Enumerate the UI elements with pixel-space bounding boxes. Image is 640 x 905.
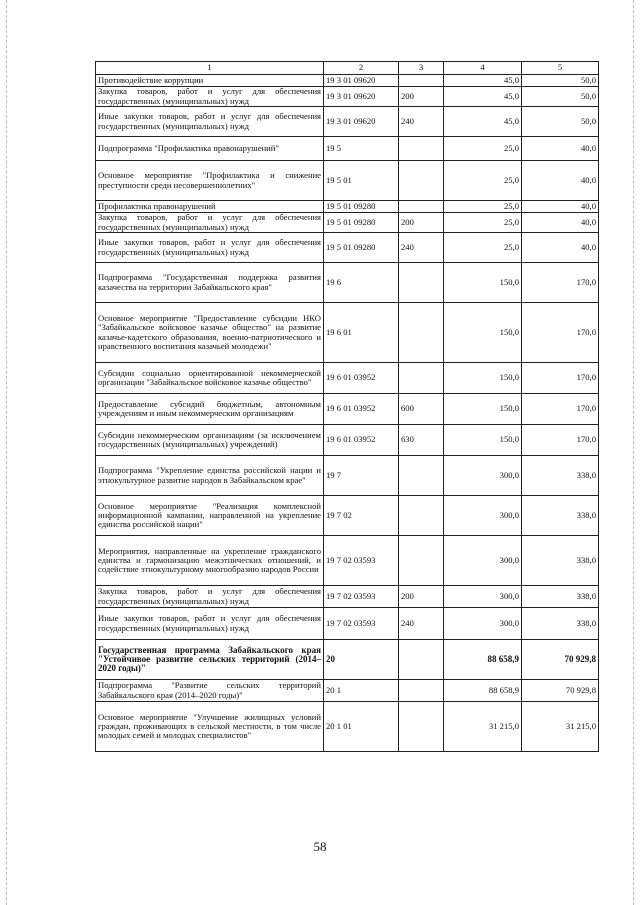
row-amount-col4: 25,0 (444, 137, 522, 161)
row-name: Иные закупки товаров, работ и услуг для обеспечения государственных (муниципальных) нужд (96, 107, 324, 137)
row-amount-col5: 170,0 (522, 363, 599, 394)
table-row (96, 75, 599, 87)
table-row (96, 640, 599, 680)
row-expense-type (399, 161, 444, 201)
row-expense-type (399, 137, 444, 161)
row-code: 19 6 01 03952 (324, 394, 399, 425)
row-amount-col5: 70 929,8 (522, 640, 599, 680)
row-code: 19 7 (324, 456, 399, 496)
row-code: 19 5 01 09280 (324, 201, 399, 213)
table-row (96, 303, 599, 363)
table-row (96, 680, 599, 702)
row-amount-col5: 170,0 (522, 394, 599, 425)
budget-table (95, 61, 599, 752)
header-col-5: 5 (522, 62, 599, 75)
row-expense-type: 200 (399, 213, 444, 233)
row-amount-col5: 170,0 (522, 263, 599, 303)
row-amount-col5: 70 929,8 (522, 680, 599, 702)
table-row (96, 608, 599, 640)
row-code: 19 6 01 03952 (324, 425, 399, 456)
table-row (96, 161, 599, 201)
row-name: Предоставление субсидий бюджетным, автономным учреждениям и иным некоммерческим организациям (96, 394, 324, 425)
scan-edge-right (633, 0, 635, 905)
row-name: Основное мероприятие "Предоставление субсидии НКО "Забайкальское войсковое казачье общество" на развитие казачье-кадетского образования, военно-патриотического и нравственного воспитания казачьей молодежи" (96, 303, 324, 363)
row-expense-type (399, 363, 444, 394)
row-name: Подпрограмма "Государственная поддержка развития казачества на территории Забайкальского края" (96, 263, 324, 303)
row-code: 19 7 02 03593 (324, 536, 399, 586)
row-name: Закупка товаров, работ и услуг для обеспечения государственных (муниципальных) нужд (96, 213, 324, 233)
row-amount-col5: 338,0 (522, 608, 599, 640)
header-col-2: 2 (324, 62, 399, 75)
row-expense-type (399, 496, 444, 536)
row-amount-col5: 50,0 (522, 107, 599, 137)
row-expense-type (399, 536, 444, 586)
row-code: 19 6 01 (324, 303, 399, 363)
row-expense-type (399, 456, 444, 496)
row-name: Подпрограмма "Профилактика правонарушений" (96, 137, 324, 161)
table-row (96, 233, 599, 263)
row-name: Субсидии социально ориентированной некоммерческой организации "Забайкальское войсковое казачье общество" (96, 363, 324, 394)
row-amount-col5: 31 215,0 (522, 702, 599, 752)
row-amount-col4: 25,0 (444, 161, 522, 201)
row-code: 19 5 01 (324, 161, 399, 201)
row-expense-type (399, 303, 444, 363)
row-amount-col4: 25,0 (444, 213, 522, 233)
row-amount-col5: 170,0 (522, 425, 599, 456)
row-amount-col4: 25,0 (444, 233, 522, 263)
row-expense-type: 200 (399, 87, 444, 107)
row-amount-col4: 150,0 (444, 394, 522, 425)
row-amount-col4: 45,0 (444, 107, 522, 137)
row-amount-col4: 300,0 (444, 608, 522, 640)
row-code: 19 3 01 09620 (324, 107, 399, 137)
row-expense-type: 240 (399, 233, 444, 263)
table-row (96, 702, 599, 752)
table-row (96, 536, 599, 586)
scan-edge-left (6, 0, 8, 905)
row-code: 19 7 02 (324, 496, 399, 536)
row-code: 19 3 01 09620 (324, 75, 399, 87)
row-name: Подпрограмма "Укрепление единства российской нации и этнокультурное развитие народов в Забайкальском крае" (96, 456, 324, 496)
row-code: 20 1 (324, 680, 399, 702)
table-row (96, 496, 599, 536)
row-amount-col4: 25,0 (444, 201, 522, 213)
table-row (96, 425, 599, 456)
row-amount-col5: 338,0 (522, 586, 599, 608)
table-row (96, 137, 599, 161)
row-name: Закупка товаров, работ и услуг для обеспечения государственных (муниципальных) нужд (96, 586, 324, 608)
row-expense-type: 200 (399, 586, 444, 608)
row-amount-col5: 50,0 (522, 75, 599, 87)
row-name: Государственная программа Забайкальского края "Устойчивое развитие сельских территорий (2014–2020 годы)" (96, 640, 324, 680)
row-code: 19 6 (324, 263, 399, 303)
table-row (96, 107, 599, 137)
table-row (96, 456, 599, 496)
row-code: 20 1 01 (324, 702, 399, 752)
row-amount-col4: 300,0 (444, 456, 522, 496)
table-row (96, 87, 599, 107)
row-amount-col5: 40,0 (522, 161, 599, 201)
row-code: 19 5 (324, 137, 399, 161)
row-code: 19 7 02 03593 (324, 586, 399, 608)
row-code: 19 3 01 09620 (324, 87, 399, 107)
table-header-row (96, 62, 599, 75)
row-code: 19 5 01 09280 (324, 213, 399, 233)
row-code: 19 7 02 03593 (324, 608, 399, 640)
row-amount-col4: 31 215,0 (444, 702, 522, 752)
row-name: Основное мероприятие "Профилактика и снижение преступности среди несовершеннолетних" (96, 161, 324, 201)
page-number: 58 (313, 839, 327, 854)
row-amount-col4: 300,0 (444, 586, 522, 608)
table-row (96, 263, 599, 303)
row-code: 19 5 01 09280 (324, 233, 399, 263)
row-amount-col5: 338,0 (522, 536, 599, 586)
row-amount-col4: 45,0 (444, 87, 522, 107)
row-amount-col4: 45,0 (444, 75, 522, 87)
row-name: Мероприятия, направленные на укрепление гражданского единства и гармонизацию межэтнических отношений, и содействие этнокультурному многообразию народов России (96, 536, 324, 586)
row-amount-col5: 40,0 (522, 233, 599, 263)
header-col-3: 3 (399, 62, 444, 75)
table-row (96, 586, 599, 608)
row-expense-type: 240 (399, 107, 444, 137)
row-name: Иные закупки товаров, работ и услуг для обеспечения государственных (муниципальных) нужд (96, 233, 324, 263)
header-col-1: 1 (96, 62, 324, 75)
row-name: Закупка товаров, работ и услуг для обеспечения государственных (муниципальных) нужд (96, 87, 324, 107)
row-amount-col4: 150,0 (444, 363, 522, 394)
header-col-4: 4 (444, 62, 522, 75)
row-amount-col5: 170,0 (522, 303, 599, 363)
row-code: 20 (324, 640, 399, 680)
row-amount-col5: 338,0 (522, 496, 599, 536)
row-amount-col5: 50,0 (522, 87, 599, 107)
row-expense-type (399, 702, 444, 752)
row-amount-col5: 40,0 (522, 213, 599, 233)
row-name: Основное мероприятие "Реализация комплексной информационной кампании, направленной на укрепление единства российской нации" (96, 496, 324, 536)
row-name: Субсидии некоммерческим организациям (за исключением государственных (муниципальных) учреждений) (96, 425, 324, 456)
row-name: Подпрограмма "Развитие сельских территорий Забайкальского края (2014–2020 годы)" (96, 680, 324, 702)
row-code: 19 6 01 03952 (324, 363, 399, 394)
row-amount-col5: 40,0 (522, 137, 599, 161)
row-amount-col4: 150,0 (444, 303, 522, 363)
row-amount-col5: 338,0 (522, 456, 599, 496)
table-row (96, 394, 599, 425)
row-expense-type (399, 680, 444, 702)
row-name: Основное мероприятие "Улучшение жилищных условий граждан, проживающих в сельской местности, в том числе молодых семей и молодых специалистов" (96, 702, 324, 752)
row-expense-type: 240 (399, 608, 444, 640)
row-amount-col4: 88 658,9 (444, 680, 522, 702)
table-row (96, 201, 599, 213)
row-expense-type: 630 (399, 425, 444, 456)
budget-table-body (96, 62, 599, 752)
row-amount-col4: 300,0 (444, 536, 522, 586)
row-expense-type: 600 (399, 394, 444, 425)
row-name: Иные закупки товаров, работ и услуг для обеспечения государственных (муниципальных) нужд (96, 608, 324, 640)
row-expense-type (399, 75, 444, 87)
table-row (96, 213, 599, 233)
row-amount-col4: 150,0 (444, 263, 522, 303)
row-amount-col4: 300,0 (444, 496, 522, 536)
table-row (96, 363, 599, 394)
row-expense-type (399, 263, 444, 303)
row-amount-col5: 40,0 (522, 201, 599, 213)
row-amount-col4: 150,0 (444, 425, 522, 456)
row-expense-type (399, 201, 444, 213)
row-name: Профилактика правонарушений (96, 201, 324, 213)
row-name: Противодействие коррупции (96, 75, 324, 87)
row-expense-type (399, 640, 444, 680)
row-amount-col4: 88 658,9 (444, 640, 522, 680)
